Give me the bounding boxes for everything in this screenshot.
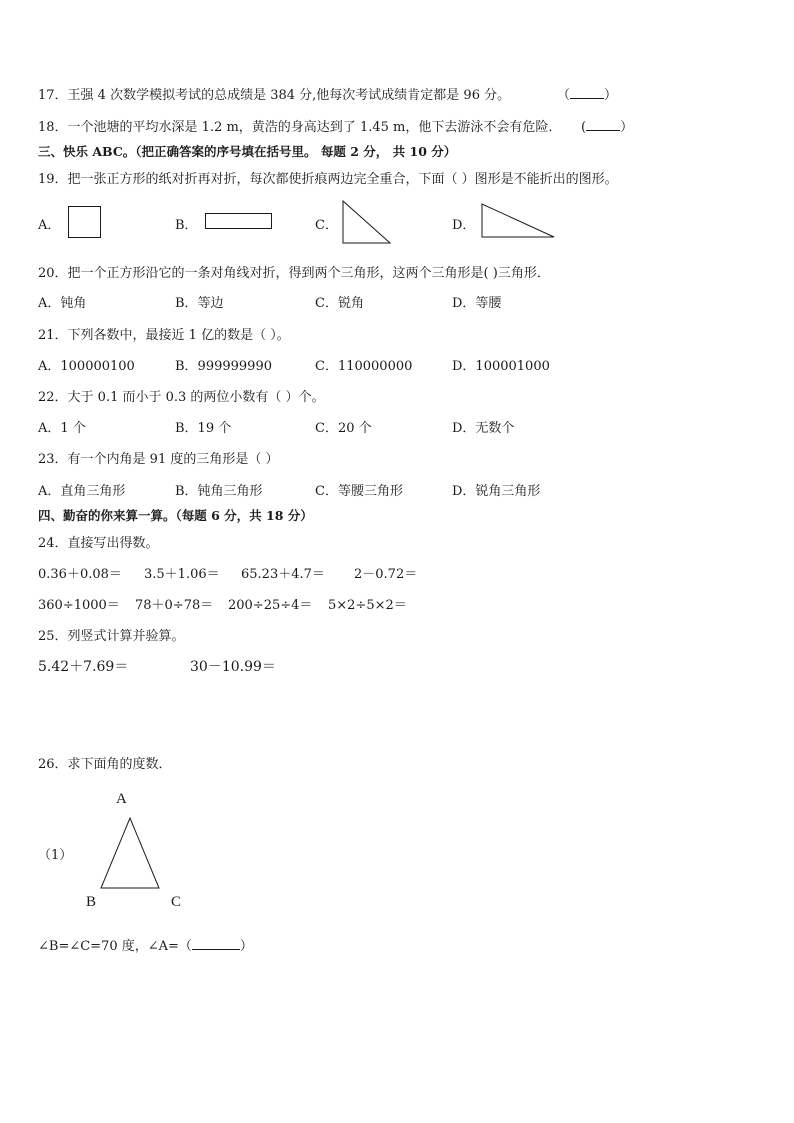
question-19: 19．把一张正方形的纸对折再对折，每次都使折痕两边完全重合，下面（ ）图形是不能折出的图形。 [38, 172, 618, 187]
q20-option-d[interactable]: D．等腰 [452, 296, 502, 311]
question-25: 25．列竖式计算并验算。 [38, 629, 185, 644]
q21-option-b[interactable]: B．999999990 [175, 359, 272, 374]
q21-option-d[interactable]: D．100001000 [452, 359, 550, 374]
q24-item-1: 0.36＋0.08＝ [38, 567, 122, 582]
q19-option-b[interactable]: B． [175, 218, 198, 233]
q19-obtuse-triangle-shape [481, 203, 556, 239]
q23-option-a[interactable]: A．直角三角形 [38, 484, 126, 499]
question-17-text: 17．王强 4 次数学模拟考试的总成绩是 384 分,他每次考试成绩肯定都是 96 分。 [38, 88, 511, 103]
q19-square-shape [68, 206, 102, 240]
question-26: 26．求下面角的度数． [38, 757, 172, 772]
q22-option-b[interactable]: B．19 个 [175, 421, 232, 436]
q19-option-a[interactable]: A． [38, 218, 61, 233]
q20-option-a[interactable]: A．钝角 [38, 296, 87, 311]
q25-item-2: 30－10.99＝ [190, 659, 276, 675]
q21-option-c[interactable]: C．110000000 [315, 359, 413, 374]
section-3-heading: 三、快乐 ABC。（把正确答案的序号填在括号里。 每题 2 分， 共 10 分） [38, 144, 457, 159]
q24-item-8: 5×2÷5×2＝ [328, 598, 407, 613]
q24-item-3: 65.23＋4.7＝ [241, 567, 325, 582]
vertex-c-label: C [171, 894, 182, 910]
vertex-b-label: B [86, 894, 97, 910]
q23-option-d[interactable]: D．锐角三角形 [452, 484, 541, 499]
q26-answer-line: ∠B=∠C=70 度，∠A=（ ） [38, 939, 253, 954]
q24-item-6: 78＋0÷78＝ [135, 598, 214, 613]
q19-right-triangle-shape [342, 200, 392, 245]
q24-item-5: 360÷1000＝ [38, 598, 120, 613]
q24-item-2: 3.5＋1.06＝ [144, 567, 220, 582]
q24-item-7: 200÷25÷4＝ [228, 598, 313, 613]
q24-item-4: 2－0.72＝ [354, 567, 418, 582]
question-24: 24．直接写出得数。 [38, 536, 159, 551]
vertex-a-label: A [116, 791, 127, 807]
q26-answer-text: ∠B=∠C=70 度，∠A=（ [38, 939, 192, 954]
q25-item-1: 5.42＋7.69＝ [38, 659, 129, 675]
q19-option-d[interactable]: D． [452, 218, 476, 233]
q26-answer-blank[interactable] [192, 939, 240, 950]
question-18-text: 18．一个池塘的平均水深是 1.2 m，黄浩的身高达到了 1.45 m，他下去游泳不会有危险． [38, 120, 562, 135]
question-22: 22．大于 0.1 而小于 0.3 的两位小数有（ ）个。 [38, 390, 325, 405]
q21-option-a[interactable]: A．100000100 [38, 359, 135, 374]
question-17 [38, 84, 510, 103]
q22-option-c[interactable]: C．20 个 [315, 421, 372, 436]
q23-option-b[interactable]: B．钝角三角形 [175, 484, 263, 499]
q23-option-c[interactable]: C．等腰三角形 [315, 484, 403, 499]
q20-option-b[interactable]: B．等边 [175, 296, 224, 311]
question-23: 23．有一个内角是 91 度的三角形是（ ） [38, 452, 279, 467]
question-21: 21．下列各数中，最接近 1 亿的数是（ ）。 [38, 328, 290, 343]
question-17-answer-blank[interactable]: （ ） [557, 88, 618, 103]
q26-part-label: （1） [38, 848, 73, 863]
question-18-answer-blank[interactable]: ( ） [581, 120, 634, 135]
q19-rectangle-shape [205, 213, 273, 230]
q22-option-a[interactable]: A．1 个 [38, 421, 86, 436]
q26-triangle-figure [100, 817, 162, 891]
q20-option-c[interactable]: C．锐角 [315, 296, 364, 311]
q19-option-c[interactable]: C． [315, 218, 338, 233]
section-4-heading: 四、勤奋的你来算一算。（每题 6 分，共 18 分） [38, 508, 313, 523]
q22-option-d[interactable]: D．无数个 [452, 421, 515, 436]
question-20: 20．把一个正方形沿它的一条对角线对折，得到两个三角形，这两个三角形是( )三角形． [38, 266, 550, 281]
question-18 [38, 116, 561, 135]
